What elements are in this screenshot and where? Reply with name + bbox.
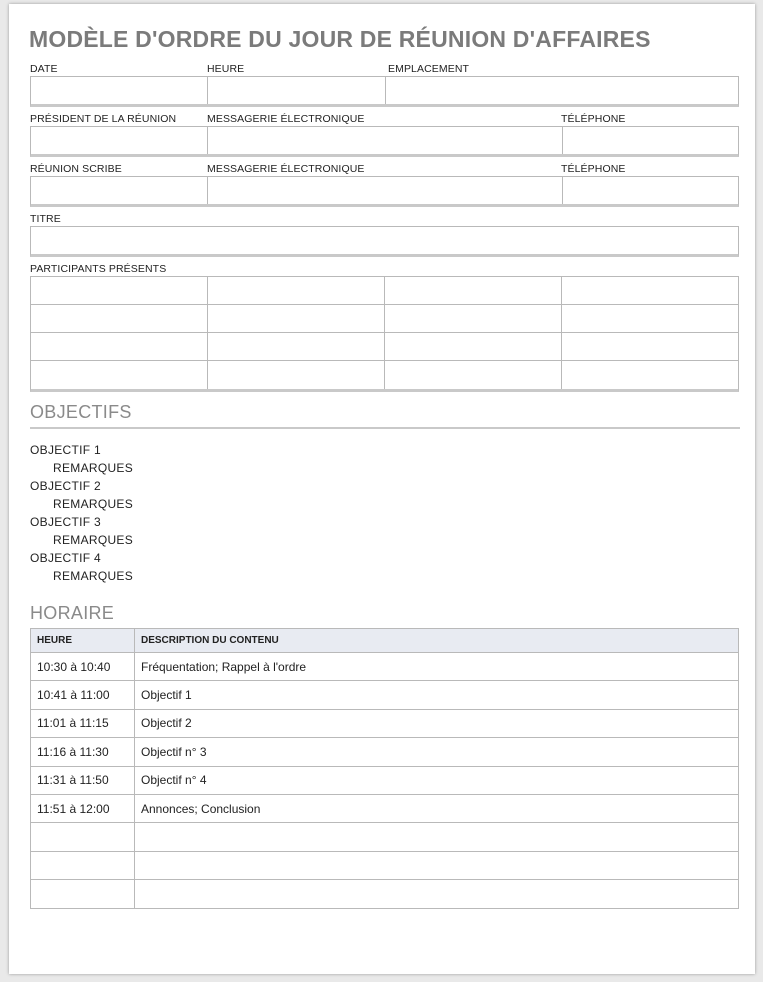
participant-cell[interactable] xyxy=(31,277,208,304)
description-cell[interactable]: Objectif n° 3 xyxy=(135,738,739,766)
time-cell[interactable]: 10:41 à 11:00 xyxy=(31,681,135,709)
email-label-scribe: MESSAGERIE ÉLECTRONIQUE xyxy=(207,163,365,175)
description-cell[interactable]: Objectif n° 4 xyxy=(135,766,739,794)
objectifs-divider xyxy=(30,427,740,429)
column-header-description: DESCRIPTION DU CONTENU xyxy=(135,629,739,653)
table-row xyxy=(31,738,739,766)
titre-label: TITRE xyxy=(30,213,61,225)
table-row xyxy=(31,880,739,908)
email-label-president: MESSAGERIE ÉLECTRONIQUE xyxy=(207,113,365,125)
table-row xyxy=(31,851,739,879)
date-field[interactable] xyxy=(31,77,208,104)
objectif-2-label: OBJECTIF 2 xyxy=(30,479,102,493)
participant-cell[interactable] xyxy=(31,305,208,332)
table-row xyxy=(31,681,739,709)
emplacement-field[interactable] xyxy=(386,77,738,104)
participants-grid xyxy=(30,276,739,392)
participant-cell[interactable] xyxy=(385,333,562,360)
participant-cell[interactable] xyxy=(31,361,208,389)
scribe-email-field[interactable] xyxy=(208,177,563,204)
description-cell[interactable] xyxy=(135,823,739,851)
participants-row xyxy=(31,333,738,361)
table-row xyxy=(31,823,739,851)
participants-row xyxy=(31,361,738,389)
date-label: DATE xyxy=(30,63,58,75)
scribe-phone-field[interactable] xyxy=(563,177,738,204)
participant-cell[interactable] xyxy=(208,333,385,360)
participant-cell[interactable] xyxy=(385,277,562,304)
phone-label-scribe: TÉLÉPHONE xyxy=(561,163,626,175)
participant-cell[interactable] xyxy=(562,277,738,304)
objectif-4-remarques: REMARQUES xyxy=(53,569,134,583)
time-cell[interactable]: 11:01 à 11:15 xyxy=(31,709,135,737)
president-field[interactable] xyxy=(31,127,208,154)
participant-cell[interactable] xyxy=(562,361,738,389)
objectif-4-label: OBJECTIF 4 xyxy=(30,551,102,565)
time-cell[interactable] xyxy=(31,823,135,851)
description-cell[interactable] xyxy=(135,880,739,908)
table-row xyxy=(31,709,739,737)
meeting-details-row xyxy=(30,76,739,107)
time-cell[interactable] xyxy=(31,880,135,908)
heure-label: HEURE xyxy=(207,63,245,75)
description-cell[interactable]: Annonces; Conclusion xyxy=(135,794,739,822)
objectif-2-remarques: REMARQUES xyxy=(53,497,134,511)
participant-cell[interactable] xyxy=(562,333,738,360)
time-cell[interactable]: 11:31 à 11:50 xyxy=(31,766,135,794)
participant-cell[interactable] xyxy=(562,305,738,332)
objectifs-heading: OBJECTIFS xyxy=(30,402,132,422)
objectif-1-remarques: REMARQUES xyxy=(53,461,134,475)
schedule-table xyxy=(30,628,739,909)
titre-field[interactable] xyxy=(31,227,738,254)
description-cell[interactable]: Objectif 1 xyxy=(135,681,739,709)
time-cell[interactable]: 11:16 à 11:30 xyxy=(31,738,135,766)
scribe-row xyxy=(30,176,739,207)
scribe-label: RÉUNION SCRIBE xyxy=(30,163,122,175)
president-label: PRÉSIDENT DE LA RÉUNION xyxy=(30,113,177,125)
participant-cell[interactable] xyxy=(208,277,385,304)
participants-row xyxy=(31,277,738,305)
heure-field[interactable] xyxy=(208,77,386,104)
time-cell[interactable]: 11:51 à 12:00 xyxy=(31,794,135,822)
objectif-3-remarques: REMARQUES xyxy=(53,533,134,547)
description-cell[interactable]: Fréquentation; Rappel à l'ordre xyxy=(135,653,739,681)
table-row xyxy=(31,794,739,822)
document-title: MODÈLE D'ORDRE DU JOUR DE RÉUNION D'AFFAIRES xyxy=(29,26,651,52)
document-page xyxy=(9,4,755,974)
participant-cell[interactable] xyxy=(385,361,562,389)
emplacement-label: EMPLACEMENT xyxy=(388,63,470,75)
table-row xyxy=(31,653,739,681)
schedule-header-row xyxy=(31,629,739,653)
objectif-3-label: OBJECTIF 3 xyxy=(30,515,102,529)
column-header-heure: HEURE xyxy=(31,629,135,653)
horaire-heading: HORAIRE xyxy=(30,603,115,623)
participant-cell[interactable] xyxy=(208,361,385,389)
description-cell[interactable]: Objectif 2 xyxy=(135,709,739,737)
president-row xyxy=(30,126,739,157)
participant-cell[interactable] xyxy=(385,305,562,332)
participants-row xyxy=(31,305,738,333)
time-cell[interactable]: 10:30 à 10:40 xyxy=(31,653,135,681)
president-phone-field[interactable] xyxy=(563,127,738,154)
titre-row xyxy=(30,226,739,257)
phone-label-president: TÉLÉPHONE xyxy=(561,113,626,125)
president-email-field[interactable] xyxy=(208,127,563,154)
description-cell[interactable] xyxy=(135,851,739,879)
table-row xyxy=(31,766,739,794)
time-cell[interactable] xyxy=(31,851,135,879)
participants-label: PARTICIPANTS PRÉSENTS xyxy=(30,263,167,275)
scribe-field[interactable] xyxy=(31,177,208,204)
participant-cell[interactable] xyxy=(208,305,385,332)
participant-cell[interactable] xyxy=(31,333,208,360)
objectif-1-label: OBJECTIF 1 xyxy=(30,443,102,457)
